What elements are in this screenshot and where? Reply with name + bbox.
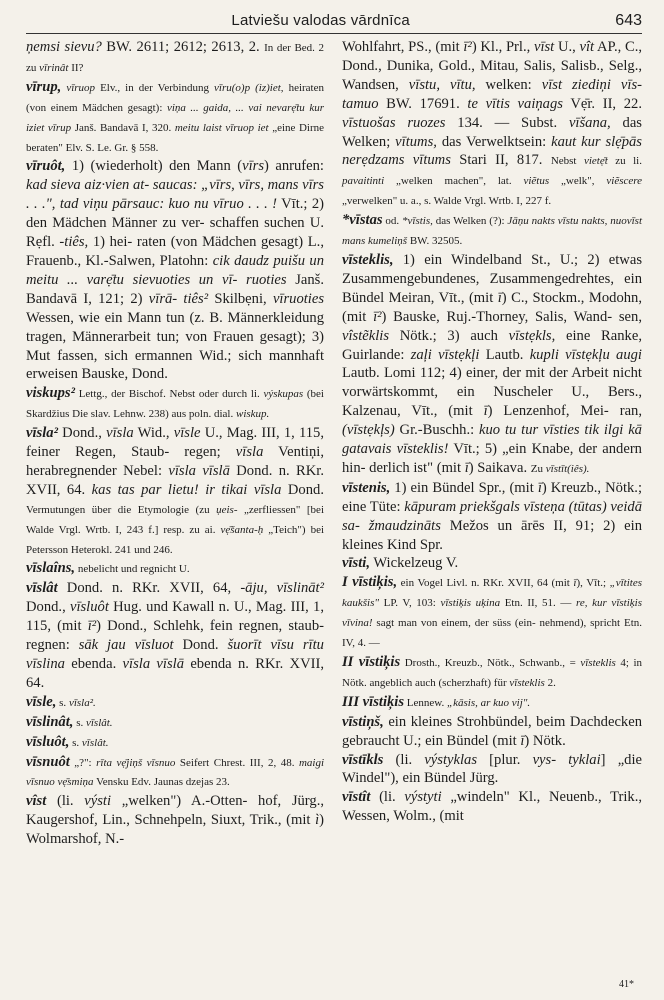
example-text: ņemsi sievu?	[26, 39, 102, 55]
example-text: vīsteklis	[580, 657, 616, 669]
example-text: -tiês,	[59, 234, 89, 251]
entry-text: „eine Dirne beraten" Elv. S. Le. Gr. § 558.	[26, 121, 325, 154]
example-text: kad sieva aiz·vien at- saucas: „vīrs, vīrs, mans vīrs . . .", tad viņu pārsauc: kuo nu vīruo . . . !	[26, 177, 324, 213]
entry-text: Elv., in der Verbindung	[95, 81, 215, 94]
entry-text: das Verwelktsein:	[436, 133, 552, 150]
entry-text: zu li.	[607, 155, 642, 168]
entry-text: Zu	[530, 462, 546, 475]
headword: vīsla²	[26, 425, 58, 442]
headword: vīslinât,	[26, 713, 74, 730]
headword: II vīstiķis	[342, 654, 401, 670]
example-text: vīsla².	[68, 696, 96, 709]
headword: vīstiņš,	[342, 713, 384, 730]
example-text: viņa ... gaida, ... vai nevarẹ̄tu kur iziet vīrup	[26, 101, 324, 134]
example-text: rīta vẹ̄jiņš vīsnuo	[96, 756, 176, 769]
entry-text: 4; in Nötk. angeblich auch (scherzhaft) für	[342, 657, 642, 689]
entry-text: ) Saikava.	[468, 459, 531, 476]
entry-text: ) Nötk.	[524, 732, 566, 749]
entry-text: Stari II, 817.	[450, 152, 551, 169]
headword: viskups²	[26, 385, 75, 402]
entry-text: ) Kl., Prl.,	[471, 39, 534, 55]
example-text: šuorīt vīsu rītu vīslina	[26, 637, 324, 672]
example-text: ī	[573, 577, 577, 590]
dictionary-entry	[342, 751, 642, 789]
entry-text: Lautb.	[479, 346, 530, 363]
example-text: vīrinât	[39, 61, 69, 74]
entry-text: welken:	[475, 76, 542, 93]
entry-text: „welken") A.-Otten- hof, Jürg., Kaugershof, Lin., Schnehpeln, Siuxt, Trik., (mit	[26, 793, 324, 829]
example-text: vīslât.	[81, 736, 109, 749]
entry-text: „zerfliessen" [bei Walde Vrgl. Wrtb. I, 243 f.] resp. zu ai.	[26, 503, 324, 536]
example-text: vīruop	[61, 81, 96, 94]
example-text: výsti	[84, 793, 112, 810]
dictionary-entry	[26, 157, 324, 384]
entry-text: Gr.-Buschh.:	[394, 422, 480, 439]
example-text: vys- tyklai	[532, 751, 601, 768]
dictionary-entry	[26, 753, 324, 793]
headword: vīslât	[26, 580, 58, 597]
page-number: 643	[615, 12, 642, 29]
dictionary-entry	[342, 554, 642, 573]
entry-text: Vīt.; 2) den Mädchen Männer zu ver- schaffen suchen U. Rẹfl.	[26, 196, 325, 251]
example-text: te vītis vaiņags	[467, 95, 563, 112]
two-column-body	[26, 38, 642, 849]
example-text: meitu laist vīruop iet	[174, 121, 269, 134]
example-text: vẹ̄šanta-ḥ	[220, 523, 264, 536]
headword: vîst	[26, 793, 47, 810]
entry-text: „welk",	[549, 175, 607, 188]
example-text: vītums,	[395, 133, 437, 150]
headword: vīsnuôt	[26, 753, 70, 770]
dictionary-entry	[26, 792, 324, 849]
entry-text: Ventiņi, herabregnender Nebel:	[26, 444, 324, 479]
entry-text: heiraten (von einem Mädchen gesagt):	[26, 81, 324, 114]
dictionary-entry	[26, 78, 324, 158]
entry-text: ) Bauske, Ruj.-Thorney, Salis, Wand- sen,	[381, 308, 642, 325]
example-text: vît	[579, 39, 595, 55]
sheet-signature: 41*	[619, 979, 634, 990]
headword: vīsluôt,	[26, 733, 70, 750]
entry-text: Vẹ̄r. II, 22.	[562, 95, 642, 112]
example-text: vīrs	[242, 158, 264, 175]
example-text: ī	[537, 479, 542, 496]
entry-text: 1) (wiederholt) den Mann (	[65, 158, 243, 175]
example-text: vīst	[533, 39, 555, 55]
entry-text: 1) hei- raten (von Mädchen gesagt) L., Frauenb., Kl.-Salwen, Platohn:	[26, 234, 324, 269]
entry-text: Vīt.; 5) „ein Knabe, der andern hin- derlich ist" (mit	[342, 441, 642, 476]
entry-text: ) Wolmarshof, N.-	[26, 812, 324, 848]
example-text: vīruoties	[272, 290, 325, 307]
entry-text: Lennew.	[404, 696, 448, 709]
entry-text: Dond.,	[26, 599, 70, 616]
example-text: „kāsis, ar kuo vij".	[447, 696, 531, 709]
entry-text: ein Vogel Livl. n. RKr. XVII, 64 (mit	[397, 577, 574, 590]
dictionary-entry	[26, 424, 324, 559]
example-text: vīstiķis uķina	[440, 597, 501, 610]
example-text: vīrā- tiês²	[148, 290, 209, 307]
example-text: vīst ziediņi vīs- tamuo	[342, 76, 642, 112]
entry-text: s.	[73, 716, 86, 729]
entry-text: 2.	[544, 676, 556, 689]
entry-text: BW. 17691.	[378, 95, 468, 112]
entry-text: s.	[69, 736, 82, 749]
headword: vīstît	[342, 789, 371, 806]
entry-text: ), Vīt.;	[576, 577, 610, 590]
entry-text: Wickelzeug V.	[369, 555, 459, 572]
dictionary-entry	[26, 384, 324, 424]
example-text: vīsla	[106, 425, 134, 442]
example-text: ì	[315, 812, 320, 829]
dictionary-entry	[26, 579, 324, 692]
entry-text: Mežos un ārēs II, 91; 2) ein kleines Kind Spr.	[342, 517, 642, 553]
entry-text: AP., C., Dond., Dunika, Gold., Mitau, Salis, Salisb., Selg., Wandsen,	[342, 39, 642, 93]
dictionary-entry	[342, 713, 642, 751]
headword: vīsti,	[342, 555, 370, 572]
entry-text: Wessen, wie ein Mann tun (z. B. Männerkleidung tragen, Männerarbeit tun; von Frauen gesagt); 3) Mut fassen, sich ermannen Wid.; sich mannhaft erweisen Bauske, Dond.	[26, 309, 324, 383]
entry-text: 1) ein Bündel Spr., (mit	[390, 479, 538, 496]
example-text: vīstīt(iês).	[545, 462, 590, 475]
example-text: vīru(o)p (iz)iet,	[214, 81, 284, 94]
headword: vīruôt,	[26, 158, 66, 175]
example-text: vīstẹkls,	[508, 327, 556, 344]
example-text: ī²	[87, 618, 97, 635]
headword: vīrup,	[26, 78, 62, 95]
entry-text: Skilbẹni,	[208, 290, 273, 307]
dictionary-entry	[342, 479, 642, 555]
example-text: cik daudz puišu un meitu ... varẹ̄tu sievuoties un vī- ruoties	[26, 252, 324, 288]
left-column	[26, 38, 324, 849]
example-text: vîstẽklis	[342, 327, 390, 344]
dictionary-entry	[342, 211, 642, 251]
example-text: kupli vīstẹkļu augi	[529, 346, 642, 363]
example-text: *vīstis,	[402, 215, 433, 228]
entry-text: eine Ranke, Guirlande:	[342, 327, 642, 363]
example-text: vīsla	[235, 444, 264, 461]
entry-text: LP. V, 103:	[379, 597, 441, 610]
entry-text: das Welken (?):	[432, 215, 508, 228]
example-text: vīsluôt	[69, 599, 109, 616]
headword: I vīstiķis,	[342, 574, 398, 591]
example-text: vīsle	[173, 425, 201, 442]
example-text: re, kur vīstiķis vīvina!	[342, 597, 642, 630]
entry-text: Drosth., Kreuzb., Nötk., Schwanb., =	[400, 657, 581, 669]
entry-text: Dond.,	[57, 425, 107, 442]
entry-text: sagt man von einem, der süss (ein- nehmend), spricht Etn. IV, 4. —	[342, 617, 642, 650]
entry-text: „verwelken" u. a., s. Walde Vrgl. Wrtb. I, 227 f.	[342, 195, 552, 208]
entry-text: Dond.	[281, 481, 324, 498]
example-text: vīstu, vītu,	[408, 76, 476, 93]
example-text: vīsla vīslā	[168, 462, 230, 479]
example-text: sāk jau vīsluot	[78, 637, 174, 654]
entry-text: ebenda n. RKr. XVII, 64.	[26, 656, 324, 691]
dictionary-entry	[26, 713, 324, 733]
example-text: kāpuram priekšgals vīsteņa (tūtas) veidā sa- žmaudzināts	[342, 498, 643, 534]
dictionary-entry	[26, 559, 324, 579]
example-text: ī	[520, 732, 525, 749]
entry-text: ) C., Stockm., Modohn, (mit	[342, 289, 642, 325]
entry-text: „welken machen", lat.	[384, 175, 524, 188]
example-text: ī	[483, 403, 488, 420]
dictionary-entry	[342, 693, 642, 713]
example-text: maigi vīsnuo vẹ̄smiņa	[26, 756, 325, 789]
entry-text: Vermutungen über die Etymologie (zu	[26, 503, 217, 516]
dictionary-entry	[26, 38, 324, 78]
example-text: kuo tu tur vīsties tik ilgi kā gatavais vīsteklis!	[342, 422, 642, 458]
example-text: viẽscere	[606, 175, 642, 188]
entry-text: Dond. n. RKr. XVII, 64.	[26, 462, 324, 498]
example-text: ī	[464, 459, 469, 476]
entry-text: 1) ein Windelband St., U.; 2) etwas Zusammengebundenes, Zusammengedrehtes, ein Bündel Meiran, Vīt., (mit	[342, 251, 642, 306]
headword: vīstīkls	[342, 751, 384, 768]
headword: vīsteklis,	[342, 251, 394, 268]
example-text: kas tas par lietu! ir tikai vīsla	[91, 481, 282, 498]
dictionary-entry	[342, 38, 642, 211]
example-text: zaļi vīstẹkļi	[410, 346, 480, 363]
entry-text: Dond. n. RKr. XVII, 64,	[57, 580, 241, 597]
entry-text: 134. — Subst.	[445, 114, 569, 131]
entry-text: Wid.,	[133, 425, 174, 442]
entry-text: U., Mag. III, 1, 115, feiner Regen, Staub- regen;	[26, 425, 324, 461]
entry-text: II?	[68, 61, 84, 74]
entry-text: In der Bed. 2 zu	[26, 42, 324, 74]
example-text: ī²	[463, 39, 472, 55]
entry-text: „Teich") bei Petersson Heterokl. 241 und 246.	[26, 523, 325, 556]
dictionary-entry	[342, 251, 642, 479]
entry-text: BW. 32505.	[407, 235, 463, 248]
entry-text: Janš. Bandavā I, 121; 2)	[26, 271, 324, 307]
right-column	[342, 38, 642, 849]
entry-text: „windeln" Kl., Neuenb., Trik., Wessen, Wolm., (mit	[342, 789, 642, 825]
dictionary-entry	[342, 653, 642, 693]
entry-text: U.,	[554, 39, 580, 55]
entry-text: s.	[56, 696, 69, 709]
entry-text: Etn. II, 51. —	[500, 597, 577, 610]
dictionary-entry	[342, 573, 642, 653]
entry-text: Nebst	[550, 155, 584, 168]
example-text: Jāņu nakts vīstu nakts, nuovīst mans kumeliņš	[342, 215, 642, 248]
example-text: -āju, vīslināt²	[240, 580, 324, 597]
example-text: (vīstẹkļs)	[342, 422, 395, 439]
entry-text: (bei Skardžius Die slav. Lehnw. 238) aus poln. dial.	[26, 388, 324, 421]
entry-text: das Welken;	[342, 114, 642, 150]
example-text: „vītites kaukšis"	[342, 577, 643, 610]
entry-text: ) anrufen:	[264, 158, 324, 175]
example-text: vīstuošas ruozes	[342, 114, 446, 131]
example-text: kaut kur slẹ̄pās nerẹdzams vītums	[342, 133, 642, 169]
entry-text: ] „die Windel"), ein Bündel Jürg.	[342, 751, 643, 787]
dictionary-entry	[26, 733, 324, 753]
entry-text: ein kleines Strohbündel, beim Dachdecken gebraucht U.; ein Bündel (mit	[342, 713, 642, 749]
entry-text: od.	[382, 215, 403, 228]
entry-text: Nötk.; 3) auch	[389, 327, 509, 344]
example-text: výskupas	[263, 388, 304, 401]
entry-text: Lettg., der Bischof. Nebst oder durch li.	[74, 388, 264, 401]
running-title: Latviešu valodas vārdnīca	[231, 12, 410, 29]
entry-text: Wohlfahrt, PS., (mit	[342, 39, 464, 55]
example-text: pavaitinti	[342, 175, 385, 188]
entry-text: (li.	[46, 793, 85, 810]
entry-text: ) Kreuzb., Nötk.; eine Tüte:	[342, 479, 642, 515]
dictionary-entry	[342, 788, 642, 826]
example-text: výstyklas	[424, 751, 478, 768]
entry-text: (li.	[383, 751, 425, 768]
entry-text: Seifert Chrest. III, 2, 48.	[175, 756, 299, 769]
entry-text: ebenda.	[64, 656, 123, 672]
entry-text: (li.	[370, 789, 405, 806]
example-text: výstyti	[404, 789, 442, 806]
entry-text: Hug. und Kawall n. U., Mag. III, 1, 115, (mit	[26, 599, 324, 635]
example-text: wiskup.	[235, 408, 270, 421]
entry-text: Lautb. Lomi 112; 4) einer, der mit der Arbeit nicht vorwärtskommt, ein Nuscheler U., Bers., Kalzenau, Vīt., (mit	[342, 365, 642, 420]
entry-text: Dond.	[173, 637, 228, 654]
entry-text: BW. 2611; 2612; 2613, 2.	[101, 39, 265, 55]
example-text: viẽtus	[523, 175, 550, 188]
headword: III vīstiķis	[342, 693, 405, 710]
example-text: vīsla vīslā	[122, 656, 184, 672]
entry-text: Janš. Bandavā I, 320.	[71, 121, 175, 134]
example-text: vietẹ̄t	[583, 155, 608, 168]
entry-text: „?":	[69, 756, 97, 769]
entry-text: ) Lenzenhof, Mei- ran,	[487, 403, 642, 420]
entry-text: nebelicht und regnicht U.	[75, 563, 190, 576]
headword: vīslaîns,	[26, 560, 76, 577]
example-text: ī²	[373, 308, 382, 325]
example-text: vīšana,	[568, 114, 611, 131]
entry-text: ) Dond., Schlehk, fein regnen, staub- regnen:	[26, 618, 324, 654]
example-text: vīslât.	[85, 716, 113, 729]
dictionary-entry	[26, 693, 324, 713]
entry-text: [plur.	[477, 751, 533, 768]
entry-text: Vensku Edv. Jaunas dzejas 23.	[93, 776, 230, 789]
headword: vīsle,	[26, 693, 57, 710]
example-text: vīsteklis	[509, 676, 545, 689]
page-header	[26, 6, 642, 34]
example-text: ụeis-	[216, 503, 238, 516]
headword: vīstenis,	[342, 479, 391, 496]
example-text: ī	[497, 289, 502, 306]
headword: *vīstas	[342, 212, 383, 229]
